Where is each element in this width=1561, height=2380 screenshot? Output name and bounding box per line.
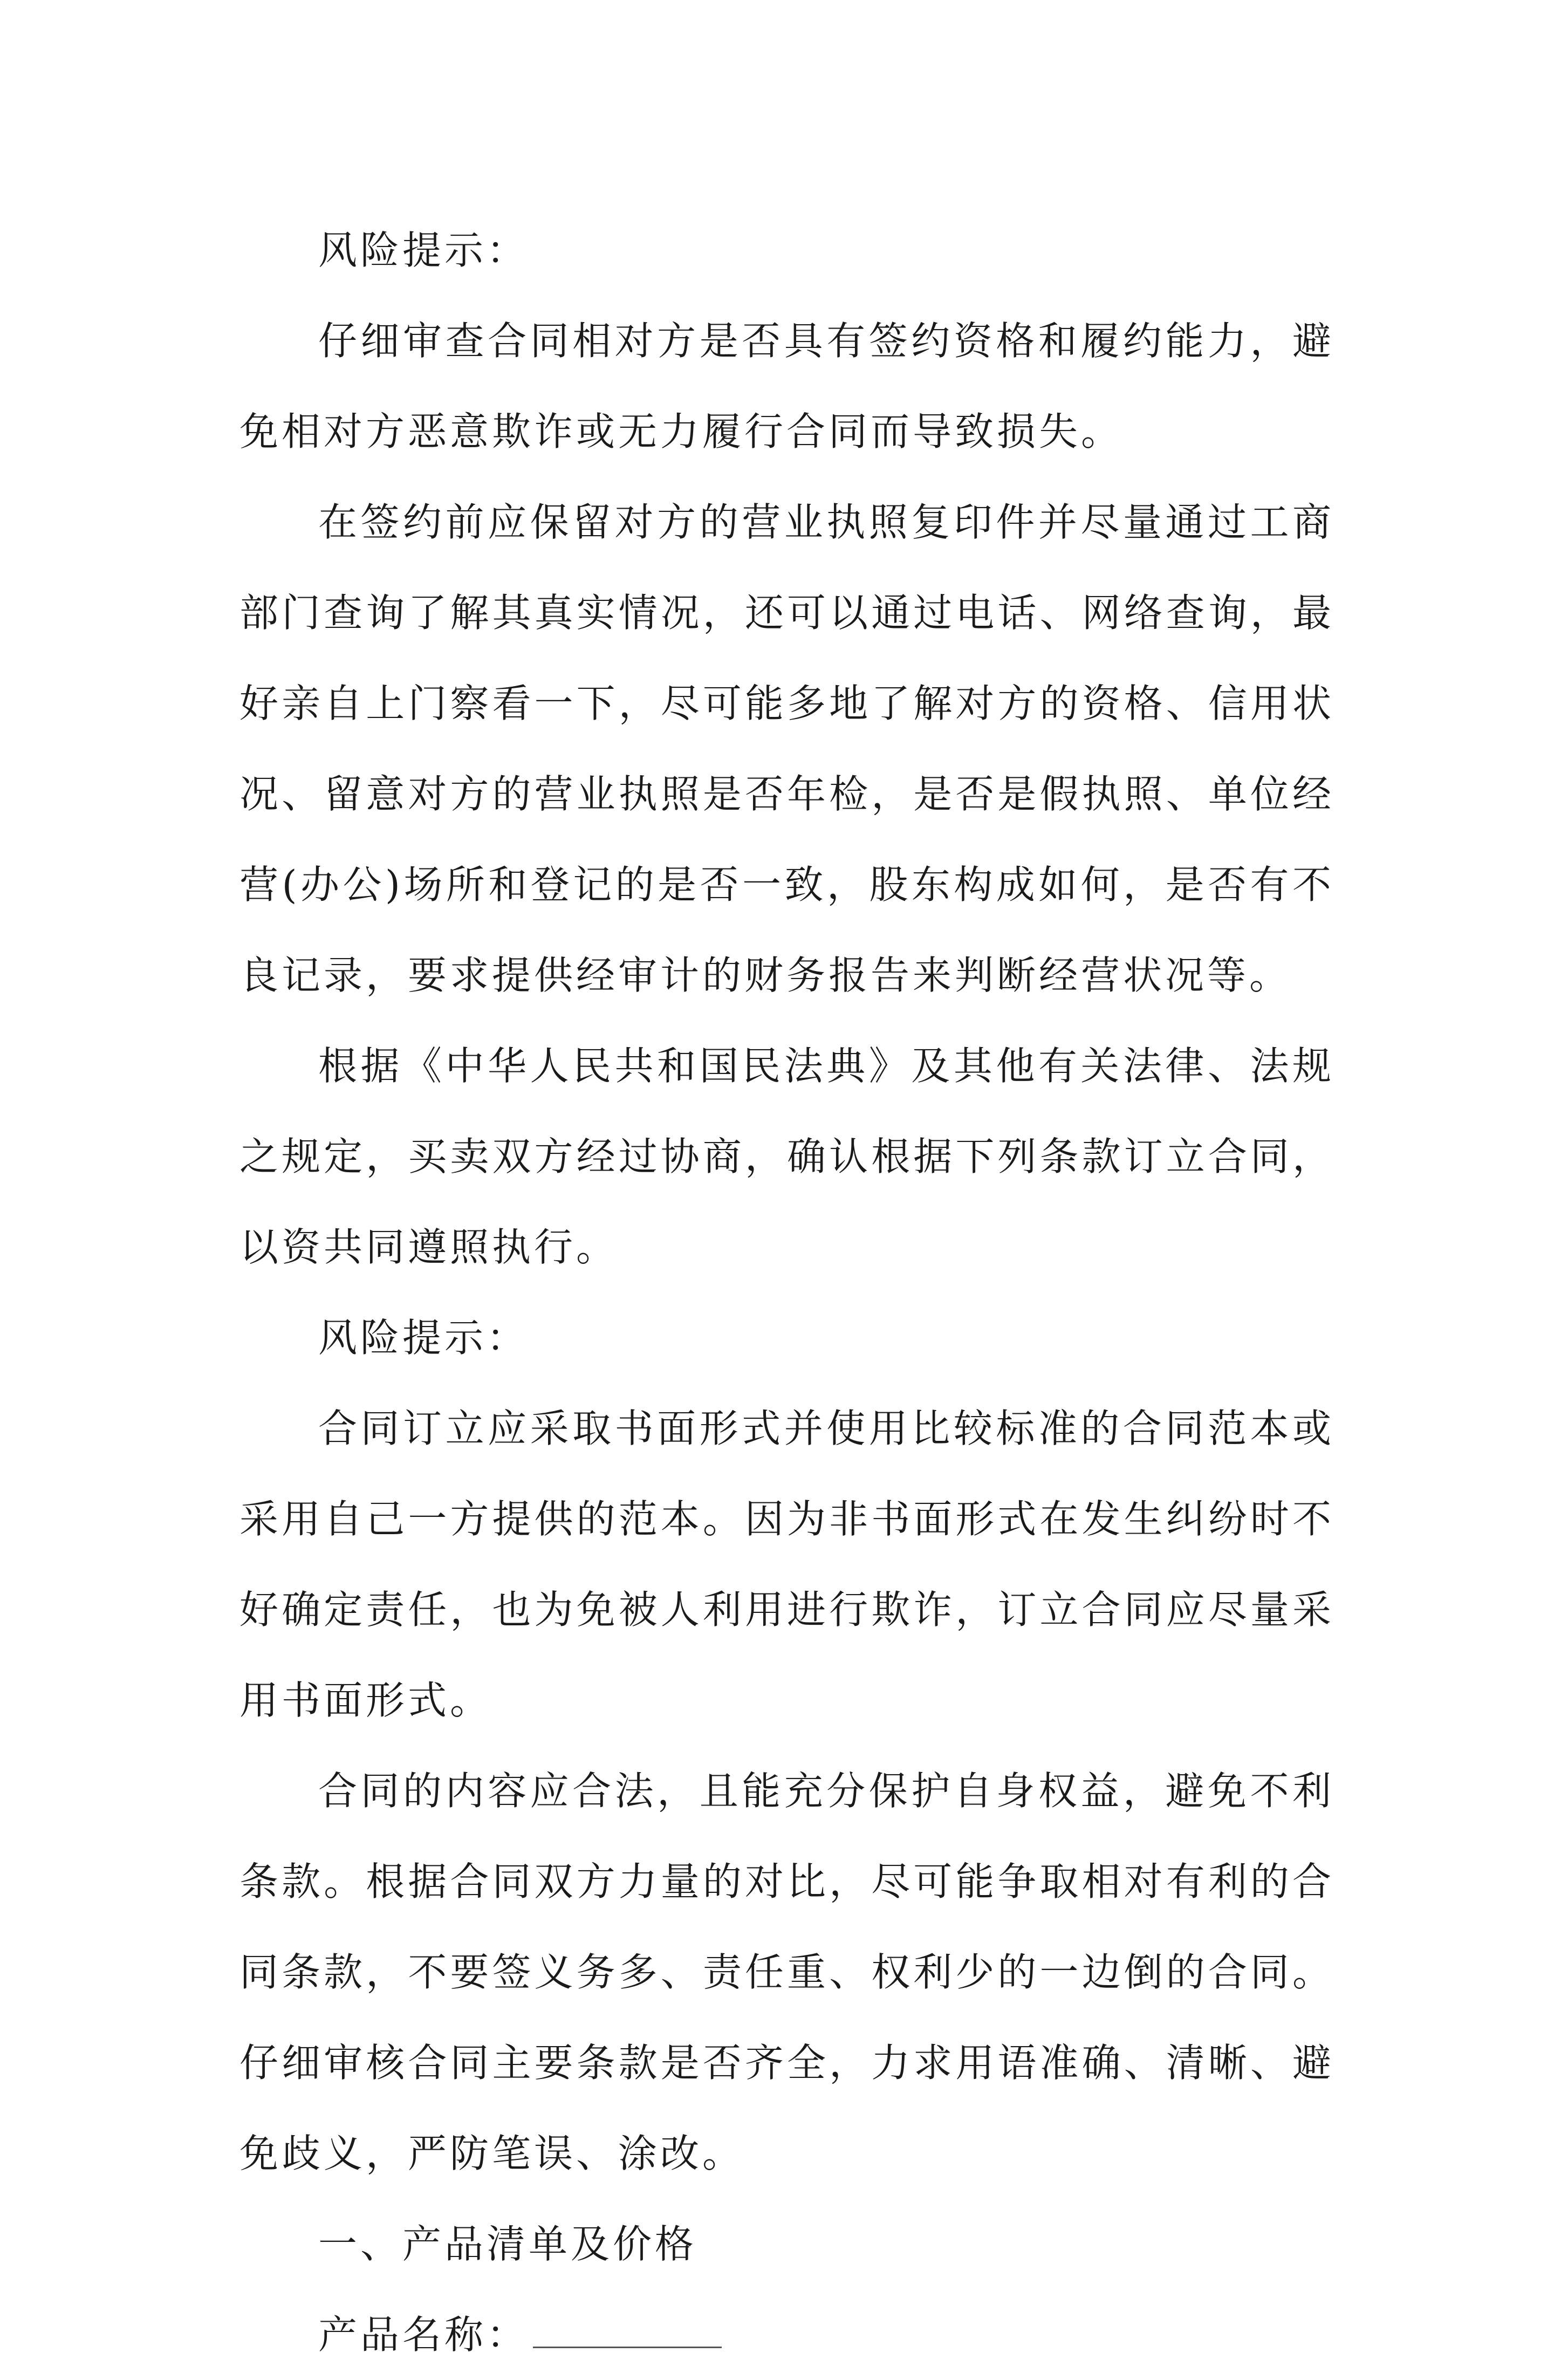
risk-tip-heading-2: 风险提示：: [318, 1315, 529, 1360]
product-name-blank[interactable]: [533, 2314, 722, 2348]
product-name-label: 产品名称：: [318, 2312, 529, 2357]
section-heading-product-list: 一、产品清单及价格: [318, 2221, 697, 2267]
risk-tip-heading-1: 风险提示：: [318, 228, 529, 273]
product-name-line: [239, 2289, 1334, 2380]
paragraph-contract-content: 合同的内容应合法，且能充分保护自身权益，避免不利条款。根据合同双方力量的对比，尽可能争取相对有利的合同条款，不要签义务多、责任重、权利少的一边倒的合同。仔细审核合同主要条款是否齐全，力求用语准确、清晰、避免歧义，严防笔误、涂改。: [239, 1768, 1334, 2176]
document-body: [239, 205, 1334, 2380]
paragraph-legal-basis: 根据《中华人民共和国民法典》及其他有关法律、法规之规定，买卖双方经过协商，确认根据下列条款订立合同，以资共同遵照执行。: [239, 1043, 1334, 1270]
paragraph-verify-counterparty: 仔细审查合同相对方是否具有签约资格和履约能力，避免相对方恶意欺诈或无力履行合同而导致损失。: [239, 318, 1334, 454]
paragraph-written-form: 合同订立应采取书面形式并使用比较标准的合同范本或采用自己一方提供的范本。因为非书面形式在发生纠纷时不好确定责任，也为免被人利用进行欺诈，订立合同应尽量采用书面形式。: [239, 1406, 1334, 1723]
paragraph-check-business-license: 在签约前应保留对方的营业执照复印件并尽量通过工商部门查询了解其真实情况，还可以通过电话、网络查询，最好亲自上门察看一下，尽可能多地了解对方的资格、信用状况、留意对方的营业执照是否年检，是否是假执照、单位经营(办公)场所和登记的是否一致，股东构成如何，是否有不良记录，要求提供经审计的财务报告来判断经营状况等。: [239, 500, 1334, 998]
